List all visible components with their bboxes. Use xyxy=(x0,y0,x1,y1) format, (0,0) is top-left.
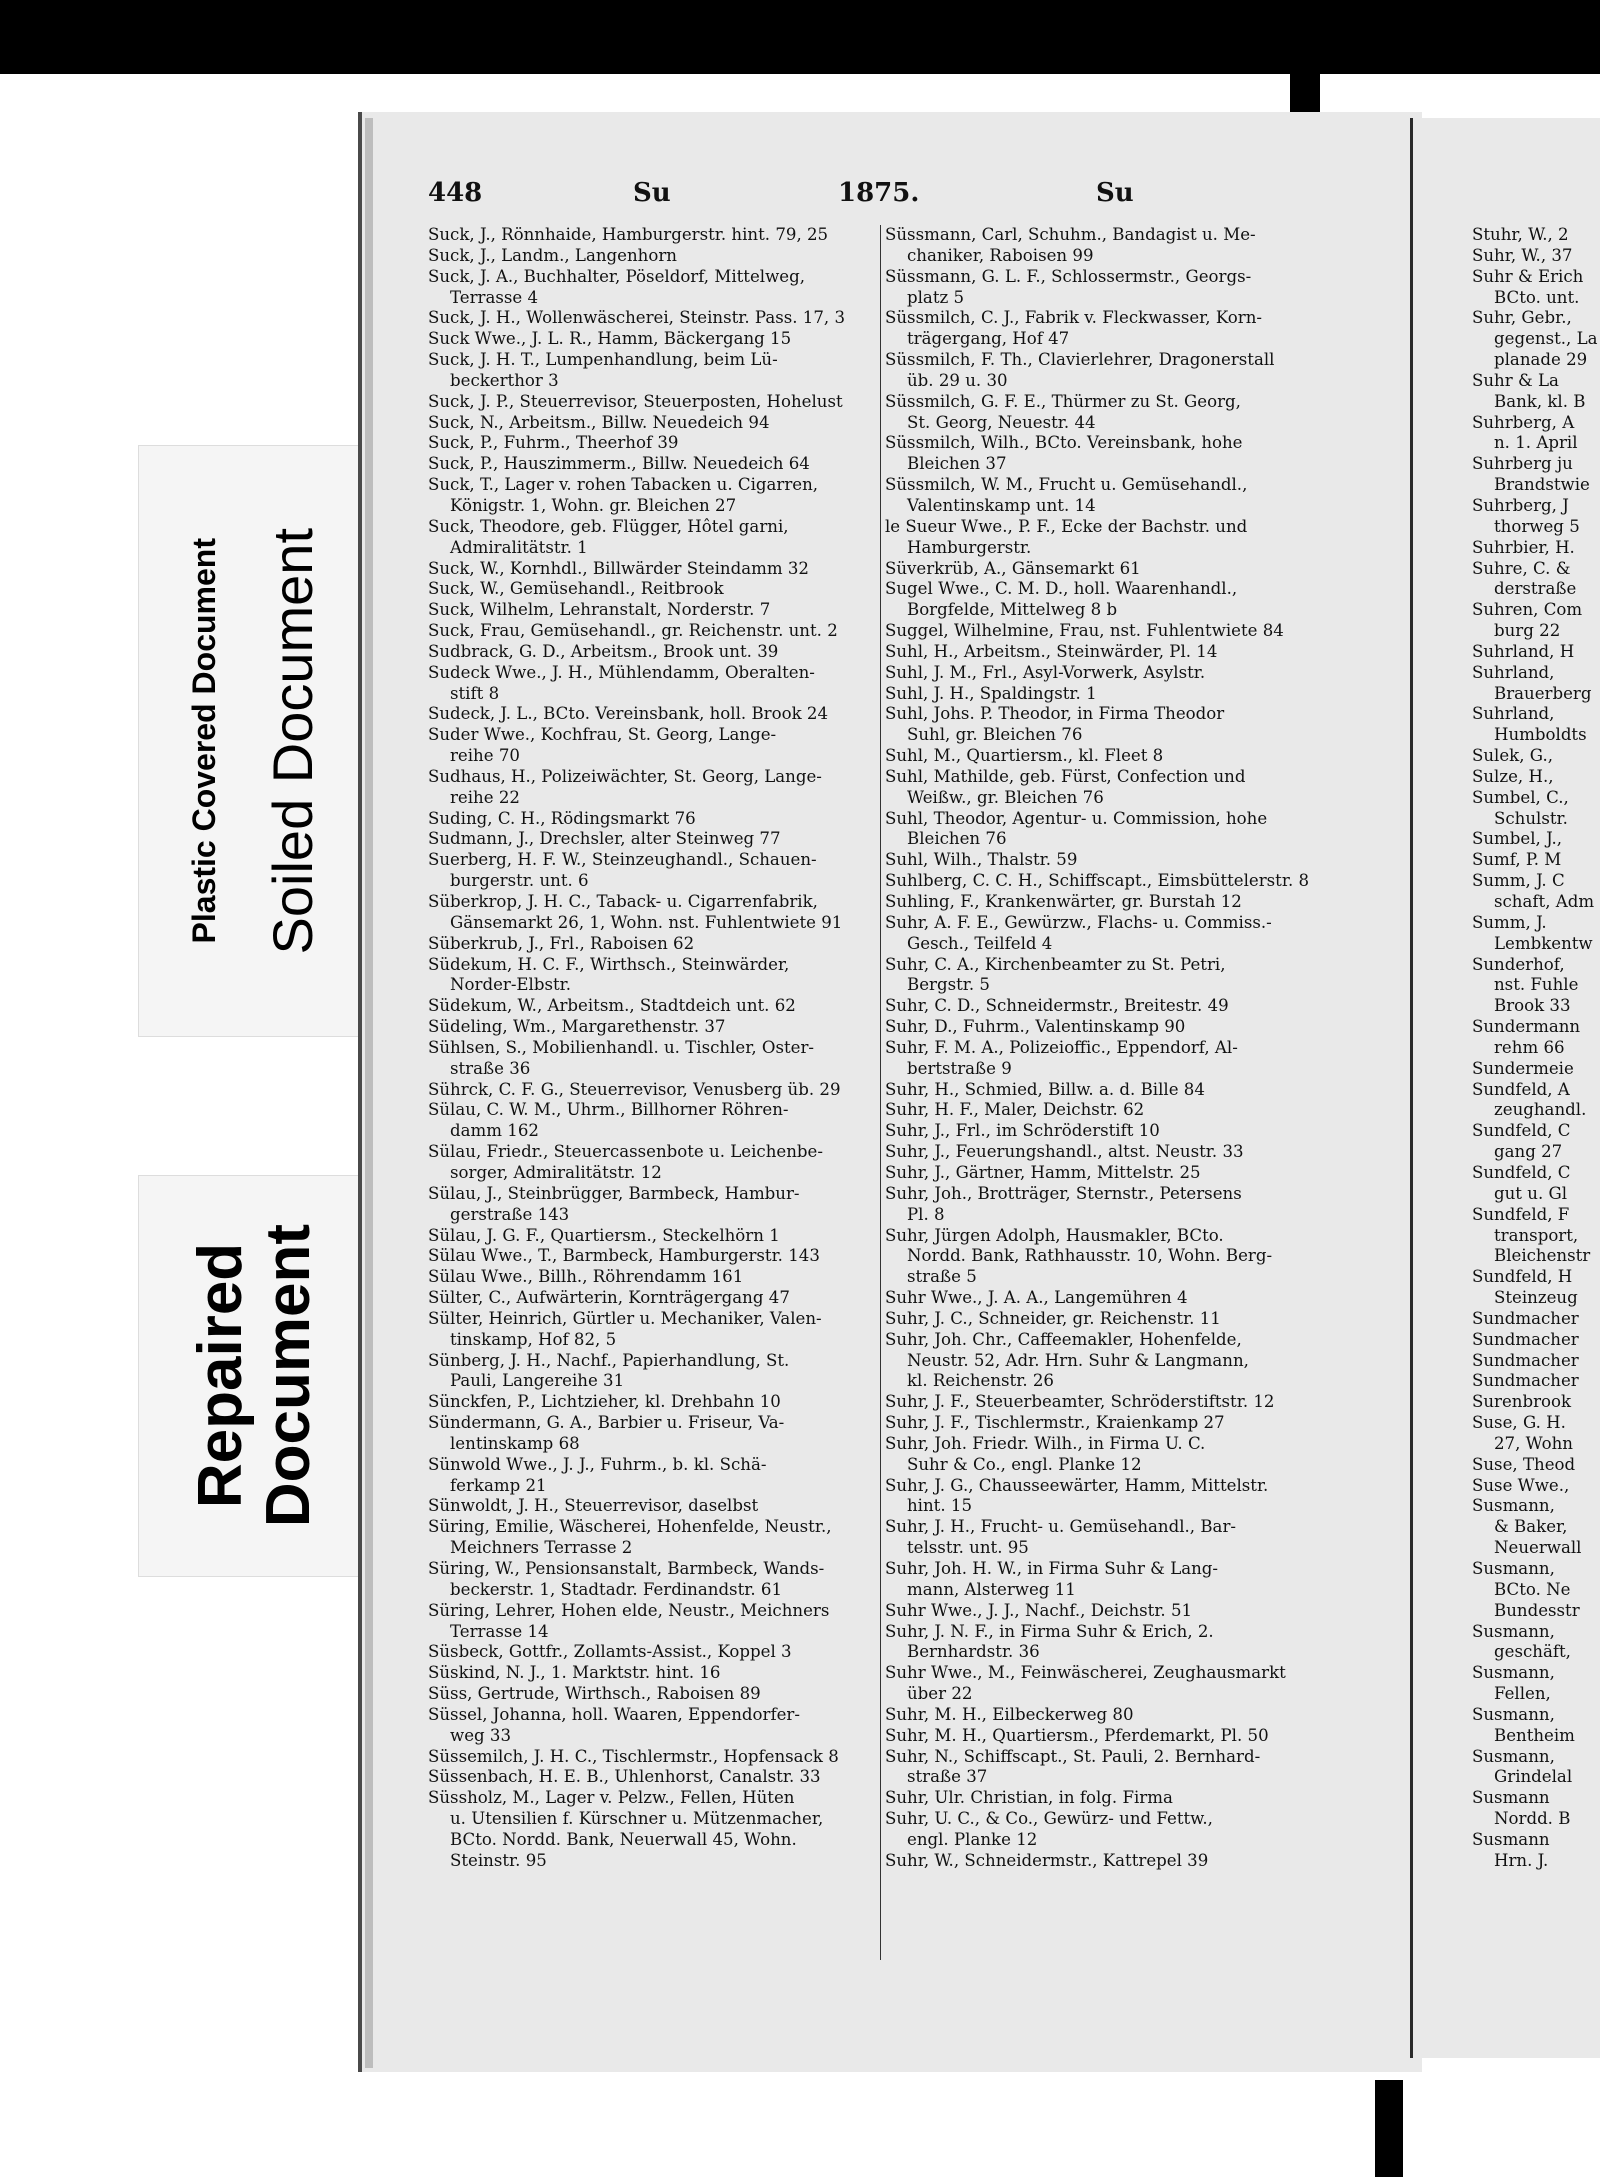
directory-entry-line: trägergang, Hof 47 xyxy=(907,329,1070,349)
directory-entry-line: chaniker, Raboisen 99 xyxy=(907,245,1094,265)
directory-entry-line: Suck, J. P., Steuerrevisor, Steuerposten, Hohelust xyxy=(428,391,843,411)
directory-entry-line: Pauli, Langereihe 31 xyxy=(450,1371,625,1391)
directory-entry-line: reihe 70 xyxy=(450,746,520,766)
directory-entry-line: gegenst., La xyxy=(1494,329,1598,349)
page-number: 448 xyxy=(428,178,483,208)
directory-entry-line: Suhr, J. H., Frucht- u. Gemüsehandl., Bar- xyxy=(885,1517,1236,1537)
directory-entry-line: Suhl, J. H., Spaldingstr. 1 xyxy=(885,683,1097,703)
directory-entry-line: Susmann, xyxy=(1472,1496,1555,1516)
directory-entry-line: weg 33 xyxy=(450,1725,512,1745)
plastic-covered-label: Plastic Covered Document xyxy=(185,538,222,944)
directory-entry-line: burgerstr. unt. 6 xyxy=(450,871,589,891)
repaired-label-line2: Document xyxy=(254,1224,323,1528)
directory-entry-line: Süskind, N. J., 1. Marktstr. hint. 16 xyxy=(428,1663,721,1683)
directory-entry-line: Süberkrop, J. H. C., Taback- u. Cigarrenfabrik, xyxy=(428,892,818,911)
directory-entry-line: Suck, J. H., Wollenwäscherei, Steinstr. Pass. 17, 3 xyxy=(428,308,846,328)
directory-entry-line: Suck, Wilhelm, Lehranstalt, Norderstr. 7 xyxy=(428,600,771,620)
directory-entry-line: Suhr & Co., engl. Planke 12 xyxy=(907,1454,1142,1474)
directory-entry-line: Süring, Emilie, Wäscherei, Hohenfelde, Neustr., xyxy=(428,1517,832,1537)
directory-entry-line: u. Utensilien f. Kürschner u. Mützenmacher, xyxy=(450,1809,824,1829)
directory-entry-line: bertstraße 9 xyxy=(907,1058,1012,1078)
directory-entry-line: straße 37 xyxy=(907,1767,988,1787)
directory-entry-line: n. 1. April xyxy=(1494,433,1578,453)
directory-entry-line: Sülter, Heinrich, Gürtler u. Mechaniker, Valen- xyxy=(428,1308,822,1328)
directory-entry-line: Sulze, H., xyxy=(1472,766,1554,786)
directory-entry-line: Suhr, F. M. A., Polizeioffic., Eppendorf, Al- xyxy=(885,1037,1238,1057)
directory-entry-line: Sundfeld, C xyxy=(1472,1121,1571,1141)
directory-column-middle xyxy=(880,225,1325,1960)
book-spine-shadow-bottom xyxy=(1375,2080,1403,2177)
directory-entry-line: Suhl, gr. Bleichen 76 xyxy=(907,725,1083,745)
directory-entry-line: Suhr Wwe., J. A. A., Langemühren 4 xyxy=(885,1288,1188,1308)
directory-entry-line: engl. Planke 12 xyxy=(907,1829,1038,1849)
directory-entry-line: Sühlsen, S., Mobilienhandl. u. Tischler, Oster- xyxy=(428,1037,815,1057)
directory-entry-line: Sulek, G., xyxy=(1472,746,1553,766)
directory-entry-line: Sudbrack, G. D., Arbeitsm., Brook unt. 39 xyxy=(428,641,779,661)
directory-entry-line: Weißw., gr. Bleichen 76 xyxy=(907,787,1104,807)
directory-entry-line: Susmann, xyxy=(1472,1704,1555,1724)
directory-entry-line: BCto. Nordd. Bank, Neuerwall 45, Wohn. xyxy=(450,1829,797,1849)
directory-entry-line: gang 27 xyxy=(1494,1142,1563,1162)
directory-entry-line: Suhr, Ulr. Christian, in folg. Firma xyxy=(885,1788,1173,1808)
directory-entry-line: Sundmacher xyxy=(1472,1371,1579,1391)
directory-entry-line: Susmann, xyxy=(1472,1663,1555,1683)
directory-entry-line: Susmann, xyxy=(1472,1559,1555,1578)
directory-entry-line: Bleichen 37 xyxy=(907,454,1007,474)
directory-entry-line: Surenbrook xyxy=(1472,1392,1572,1412)
directory-entry-line: tinskamp, Hof 82, 5 xyxy=(450,1329,617,1349)
directory-entry-line: Stuhr, W., 2 xyxy=(1472,225,1569,244)
directory-column-facing xyxy=(1472,225,1600,1872)
directory-entry-line: Suder Wwe., Kochfrau, St. Georg, Lange- xyxy=(428,725,777,745)
directory-entry-line: Suck, T., Lager v. rohen Tabacken u. Cigarren, xyxy=(428,475,819,495)
directory-entry-line: derstraße xyxy=(1494,579,1577,599)
directory-entry-line: Hamburgerstr. xyxy=(907,537,1032,557)
directory-entry-line: Königstr. 1, Wohn. gr. Bleichen 27 xyxy=(450,495,737,515)
repaired-label-panel xyxy=(138,1175,372,1577)
directory-entry-line: telsstr. unt. 95 xyxy=(907,1538,1029,1558)
directory-entry-line: Suhr, A. F. E., Gewürzw., Flachs- u. Commiss.- xyxy=(885,912,1272,932)
directory-entry-line: Admiralitätstr. 1 xyxy=(450,537,588,557)
directory-entry-line: lentinskamp 68 xyxy=(450,1433,580,1453)
directory-entry-line: Bleichen 76 xyxy=(907,829,1007,849)
directory-entry-line: Sülau, J. G. F., Quartiersm., Steckelhörn 1 xyxy=(428,1225,780,1245)
directory-entry-line: Pl. 8 xyxy=(907,1204,945,1224)
directory-entry-line: Sudmann, J., Drechsler, alter Steinweg 77 xyxy=(428,829,781,849)
directory-entry-line: Suhr Wwe., J. J., Nachf., Deichstr. 51 xyxy=(885,1600,1193,1620)
directory-entry-line: schaft, Adm xyxy=(1494,892,1595,911)
directory-entry-line: Sünberg, J. H., Nachf., Papierhandlung, St. xyxy=(428,1350,790,1370)
directory-entry-line: Hrn. J. xyxy=(1494,1850,1549,1870)
directory-entry-line: Sündermann, G. A., Barbier u. Friseur, Va- xyxy=(428,1413,785,1433)
directory-entry-line: Sülter, C., Aufwärterin, Kornträgergang 47 xyxy=(428,1288,790,1308)
directory-entry-line: Sudeck Wwe., J. H., Mühlendamm, Oberalten- xyxy=(428,662,815,682)
directory-entry-line: Gesch., Teilfeld 4 xyxy=(907,933,1053,953)
directory-entry-line: Süssmilch, C. J., Fabrik v. Fleckwasser, Korn- xyxy=(885,308,1262,328)
directory-entry-line: Fellen, xyxy=(1494,1684,1551,1704)
directory-entry-line: Susmann xyxy=(1472,1829,1550,1849)
directory-entry-line: Valentinskamp unt. 14 xyxy=(907,495,1096,515)
directory-entry-line: Suhr, J. G., Chausseewärter, Hamm, Mittelstr. xyxy=(885,1475,1269,1495)
directory-entry-line: straße 36 xyxy=(450,1058,531,1078)
directory-entry-line: Nordd. B xyxy=(1494,1809,1571,1829)
directory-entry-line: stift 8 xyxy=(450,683,500,703)
directory-entry-line: Suck, P., Hauszimmerm., Billw. Neuedeich 64 xyxy=(428,454,810,474)
directory-entry-line: Suck, W., Gemüsehandl., Reitbrook xyxy=(428,579,724,599)
directory-entry-line: Suhr, Gebr., xyxy=(1472,308,1572,328)
directory-entry-line: Suerberg, H. F. W., Steinzeughandl., Schauen- xyxy=(428,850,817,870)
directory-entry-line: Suhr, D., Fuhrm., Valentinskamp 90 xyxy=(885,1017,1186,1037)
directory-entry-line: Nordd. Bank, Rathhausstr. 10, Wohn. Berg- xyxy=(907,1246,1273,1266)
directory-entry-line: Neuerwall xyxy=(1494,1538,1582,1558)
directory-entry-line: Suhrland, H xyxy=(1472,641,1575,661)
directory-entry-line: Suhrland, xyxy=(1472,704,1555,724)
directory-entry-line: Sundmacher xyxy=(1472,1329,1579,1349)
directory-entry-line: Sundmacher xyxy=(1472,1350,1579,1370)
directory-entry-line: sorger, Admiralitätstr. 12 xyxy=(450,1162,662,1182)
directory-entry-line: Sundfeld, F xyxy=(1472,1204,1570,1224)
directory-entry-line: Brook 33 xyxy=(1494,996,1571,1016)
directory-entry-line: Süssmann, Carl, Schuhm., Bandagist u. Me- xyxy=(885,225,1256,244)
directory-entry-line: Schulstr. xyxy=(1494,808,1568,828)
directory-column-left xyxy=(428,225,868,1872)
directory-entry-line: BCto. Ne xyxy=(1494,1579,1571,1599)
directory-entry-line: Suhr, U. C., & Co., Gewürz- und Fettw., xyxy=(885,1809,1213,1829)
directory-entry-line: Bank, kl. B xyxy=(1494,391,1586,411)
directory-entry-line: Südeling, Wm., Margarethenstr. 37 xyxy=(428,1017,726,1037)
directory-entry-line: Humboldts xyxy=(1494,725,1587,745)
directory-entry-line: Sudhaus, H., Polizeiwächter, St. Georg, Lange- xyxy=(428,766,822,786)
directory-entry-line: Suhr, Jürgen Adolph, Hausmakler, BCto. xyxy=(885,1225,1224,1245)
directory-entry-line: Sundfeld, A xyxy=(1472,1079,1570,1099)
directory-entry-line: Sumf, P. M xyxy=(1472,850,1562,870)
directory-entry-line: Sunderhof, xyxy=(1472,954,1565,974)
directory-entry-line: Suhren, Com xyxy=(1472,600,1583,620)
directory-entry-line: Bergstr. 5 xyxy=(907,975,990,995)
directory-entry-line: üb. 29 u. 30 xyxy=(907,370,1008,390)
directory-entry-line: Süssemilch, J. H. C., Tischlermstr., Hopfensack 8 xyxy=(428,1746,839,1766)
directory-entry-line: Suhrland, xyxy=(1472,662,1555,682)
directory-entry-line: Suhr, C. A., Kirchenbeamter zu St. Petri, xyxy=(885,954,1226,974)
directory-entry-line: Norder-Elbstr. xyxy=(450,975,572,995)
directory-entry-line: Susmann, xyxy=(1472,1621,1555,1641)
directory-entry-line: Bundesstr xyxy=(1494,1600,1580,1620)
directory-entry-line: Suck, Frau, Gemüsehandl., gr. Reichenstr. unt. 2 xyxy=(428,621,838,641)
directory-entry-line: beckerstr. 1, Stadtadr. Ferdinandstr. 61 xyxy=(450,1579,783,1599)
directory-entry-line: Suhr, J., Gärtner, Hamm, Mittelstr. 25 xyxy=(885,1162,1201,1182)
directory-entry-line: Suhr, W., Schneidermstr., Kattrepel 39 xyxy=(885,1850,1209,1870)
directory-entry-line: Borgfelde, Mittelweg 8 b xyxy=(907,600,1118,620)
directory-entry-line: zeughandl. xyxy=(1494,1100,1587,1120)
directory-entry-line: Sumbel, C., xyxy=(1472,787,1569,807)
directory-entry-line: Summ, J. xyxy=(1472,912,1547,932)
repaired-label-line1: Repaired xyxy=(185,1243,255,1509)
directory-entry-line: 27, Wohn xyxy=(1494,1433,1573,1453)
directory-entry-line: Sührck, C. F. G., Steuerrevisor, Venusberg üb. 29 xyxy=(428,1079,841,1099)
directory-entry-line: Suhr, J. F., Steuerbeamter, Schröderstiftstr. 12 xyxy=(885,1392,1275,1412)
directory-entry-line: Suhr, J., Feuerungshandl., altst. Neustr. 33 xyxy=(885,1142,1244,1162)
directory-entry-line: Suhr, Joh., Brotträger, Sternstr., Petersens xyxy=(885,1183,1242,1203)
directory-entry-line: Suhl, Theodor, Agentur- u. Commission, hohe xyxy=(885,808,1268,828)
directory-entry-line: Susmann xyxy=(1472,1788,1550,1808)
directory-entry-line: Suhre, C. & xyxy=(1472,558,1571,578)
directory-entry-line: Suhr, Joh. Friedr. Wilh., in Firma U. C. xyxy=(885,1433,1206,1453)
directory-entry-line: Suse, Theod xyxy=(1472,1454,1576,1474)
directory-entry-line: hint. 15 xyxy=(907,1496,973,1516)
directory-entry-line: Meichners Terrasse 2 xyxy=(450,1538,633,1558)
directory-entry-line: Brandstwie xyxy=(1494,475,1590,495)
directory-entry-line: Suse, G. H. xyxy=(1472,1413,1566,1433)
repaired-label xyxy=(187,1224,323,1527)
directory-entry-line: Terrasse 14 xyxy=(450,1621,549,1641)
directory-entry-line: Süssmilch, W. M., Frucht u. Gemüsehandl., xyxy=(885,475,1248,495)
directory-entry-line: Sundermann xyxy=(1472,1017,1581,1037)
directory-entry-line: Suck, J. H. T., Lumpenhandlung, beim Lü- xyxy=(428,350,778,370)
directory-entry-line: thorweg 5 xyxy=(1494,516,1580,536)
directory-entry-line: Suhr, J. C., Schneider, gr. Reichenstr. 11 xyxy=(885,1308,1221,1328)
directory-entry-line: Suhl, M., Quartiersm., kl. Fleet 8 xyxy=(885,746,1164,766)
scan-border-top xyxy=(0,0,1600,74)
directory-entry-line: Sumbel, J., xyxy=(1472,829,1563,849)
directory-entry-line: Süss, Gertrude, Wirthsch., Raboisen 89 xyxy=(428,1684,761,1704)
directory-entry-line: Bleichenstr xyxy=(1494,1246,1591,1266)
directory-entry-line: Suck, N., Arbeitsm., Billw. Neuedeich 94 xyxy=(428,412,770,432)
directory-entry-line: über 22 xyxy=(907,1684,973,1704)
directory-entry-line: rehm 66 xyxy=(1494,1037,1565,1057)
directory-entry-line: Suhr, H., Schmied, Billw. a. d. Bille 84 xyxy=(885,1079,1205,1099)
directory-entry-line: transport, xyxy=(1494,1225,1579,1245)
directory-entry-line: Süring, Lehrer, Hohen elde, Neustr., Meichners xyxy=(428,1600,830,1620)
directory-entry-line: Suhl, J. M., Frl., Asyl-Vorwerk, Asylstr. xyxy=(885,662,1206,682)
directory-entry-line: Suhr, M. H., Quartiersm., Pferdemarkt, Pl. 50 xyxy=(885,1725,1269,1745)
directory-entry-line: Sülau Wwe., T., Barmbeck, Hamburgerstr. 143 xyxy=(428,1246,820,1266)
directory-entry-line: Suhl, Mathilde, geb. Fürst, Confection und xyxy=(885,766,1246,786)
directory-entry-line: Suck, J., Landm., Langenhorn xyxy=(428,245,677,265)
directory-entry-line: Steinzeug xyxy=(1494,1288,1578,1308)
page-edge xyxy=(365,118,373,2068)
directory-entry-line: kl. Reichenstr. 26 xyxy=(907,1371,1054,1391)
directory-entry-line: Summ, J. C xyxy=(1472,871,1565,891)
directory-entry-line: Grindelal xyxy=(1494,1767,1573,1787)
directory-entry-line: Suhl, H., Arbeitsm., Steinwärder, Pl. 14 xyxy=(885,641,1218,661)
directory-entry-line: Sülau Wwe., Billh., Röhrendamm 161 xyxy=(428,1267,744,1287)
directory-entry-line: Suhr, Joh. Chr., Caffeemakler, Hohenfelde, xyxy=(885,1329,1242,1349)
directory-entry-line: Suck, P., Fuhrm., Theerhof 39 xyxy=(428,433,679,453)
directory-entry-line: Lembkentw xyxy=(1494,933,1593,953)
page-header xyxy=(428,178,1288,214)
directory-entry-line: Suhrberg ju xyxy=(1472,454,1573,474)
directory-entry-line: Suding, C. H., Rödingsmarkt 76 xyxy=(428,808,696,828)
directory-entry-line: Suggel, Wilhelmine, Frau, nst. Fuhlentwiete 84 xyxy=(885,621,1284,641)
directory-entry-line: Süssmann, G. L. F., Schlossermstr., Georgs- xyxy=(885,266,1252,286)
directory-entry-line: planade 29 xyxy=(1494,350,1588,370)
directory-entry-line: Sundfeld, H xyxy=(1472,1267,1573,1287)
directory-entry-line: Süssenbach, H. E. B., Uhlenhorst, Canalstr. 33 xyxy=(428,1767,821,1787)
directory-entry-line: Sugel Wwe., C. M. D., holl. Waarenhandl., xyxy=(885,579,1238,599)
directory-entry-line: Süsbeck, Gottfr., Zollamts-Assist., Koppel 3 xyxy=(428,1642,792,1662)
directory-entry-line: Suck, W., Kornhdl., Billwärder Steindamm 32 xyxy=(428,558,809,578)
directory-entry-line: Sünwoldt, J. H., Steuerrevisor, daselbst xyxy=(428,1496,759,1516)
condition-label-panel xyxy=(138,445,372,1037)
directory-entry-line: Sundermeie xyxy=(1472,1058,1574,1078)
directory-entry-line: Sülau, C. W. M., Uhrm., Billhorner Röhren- xyxy=(428,1100,789,1120)
directory-entry-line: platz 5 xyxy=(907,287,965,307)
directory-entry-line: Süverkrüb, A., Gänsemarkt 61 xyxy=(885,558,1141,578)
directory-entry-line: beckerthor 3 xyxy=(450,370,559,390)
directory-entry-line: Gänsemarkt 26, 1, Wohn. nst. Fuhlentwiete 91 xyxy=(450,912,843,932)
directory-entry-line: Suck, Theodore, geb. Flügger, Hôtel garni, xyxy=(428,516,789,536)
directory-entry-line: gerstraße 143 xyxy=(450,1204,570,1224)
directory-entry-line: Suhr, J., Frl., im Schröderstift 10 xyxy=(885,1121,1160,1141)
directory-entry-line: Suhr, H. F., Maler, Deichstr. 62 xyxy=(885,1100,1145,1120)
directory-entry-line: Sülau, J., Steinbrügger, Barmbeck, Hambur- xyxy=(428,1183,800,1203)
directory-entry-line: Suhr Wwe., M., Feinwäscherei, Zeughausmarkt xyxy=(885,1663,1286,1683)
directory-entry-line: Suhrbier, H. xyxy=(1472,537,1575,557)
directory-entry-line: Suhl, Wilh., Thalstr. 59 xyxy=(885,850,1078,870)
directory-entry-line: Suck, J. A., Buchhalter, Pöseldorf, Mittelweg, xyxy=(428,266,806,286)
directory-entry-line: Terrasse 4 xyxy=(450,287,539,307)
directory-entry-line: Susmann, xyxy=(1472,1746,1555,1766)
directory-entry-line: Sülau, Friedr., Steuercassenbote u. Leichenbe- xyxy=(428,1142,823,1162)
directory-entry-line: Suhr & Erich xyxy=(1472,266,1584,286)
directory-entry-line: Süssel, Johanna, holl. Waaren, Eppendorfer- xyxy=(428,1704,800,1724)
directory-entry-line: Süssmilch, Wilh., BCto. Vereinsbank, hohe xyxy=(885,433,1243,453)
directory-entry-line: Suhl, Johs. P. Theodor, in Firma Theodor xyxy=(885,704,1225,724)
year-heading: 1875. xyxy=(838,178,920,208)
directory-entry-line: Südekum, H. C. F., Wirthsch., Steinwärder, xyxy=(428,954,790,974)
soiled-label: Soiled Document xyxy=(260,527,324,955)
directory-entry-line: Sundmacher xyxy=(1472,1308,1579,1328)
directory-entry-line: Suhlberg, C. C. H., Schiffscapt., Eimsbüttelerstr. 8 xyxy=(885,871,1310,891)
directory-entry-line: burg 22 xyxy=(1494,621,1561,641)
directory-entry-line: Suhr, W., 37 xyxy=(1472,245,1573,265)
directory-entry-line: Suhling, F., Krankenwärter, gr. Burstah 12 xyxy=(885,892,1242,911)
directory-entry-line: Suhr, Joh. H. W., in Firma Suhr & Lang- xyxy=(885,1559,1219,1578)
directory-entry-line: nst. Fuhle xyxy=(1494,975,1579,995)
directory-entry-line: Suhr, C. D., Schneidermstr., Breitestr. 49 xyxy=(885,996,1229,1016)
directory-entry-line: Suhr, N., Schiffscapt., St. Pauli, 2. Bernhard- xyxy=(885,1746,1261,1766)
directory-entry-line: Sünckfen, P., Lichtzieher, kl. Drehbahn 10 xyxy=(428,1392,781,1412)
directory-entry-line: damm 162 xyxy=(450,1121,539,1141)
directory-entry-line: Bernhardstr. 36 xyxy=(907,1642,1040,1662)
directory-entry-line: Suse Wwe., xyxy=(1472,1475,1570,1495)
directory-entry-line: gut u. Gl xyxy=(1494,1183,1568,1203)
directory-entry-line: St. Georg, Neuestr. 44 xyxy=(907,412,1096,432)
directory-entry-line: Südekum, W., Arbeitsm., Stadtdeich unt. 62 xyxy=(428,996,796,1016)
directory-entry-line: geschäft, xyxy=(1494,1642,1571,1662)
directory-entry-line: Suck, J., Rönnhaide, Hamburgerstr. hint. 79, 25 xyxy=(428,225,829,244)
directory-entry-line: Süssmilch, G. F. E., Thürmer zu St. Georg, xyxy=(885,391,1241,411)
directory-entry-line: le Sueur Wwe., P. F., Ecke der Bachstr. und xyxy=(885,516,1248,536)
directory-entry-line: Suhr & La xyxy=(1472,370,1559,390)
directory-entry-line: straße 5 xyxy=(907,1267,977,1287)
directory-entry-line: Süberkrub, J., Frl., Raboisen 62 xyxy=(428,933,695,953)
directory-entry-line: Suck Wwe., J. L. R., Hamm, Bäckergang 15 xyxy=(428,329,792,349)
directory-entry-line: Süssholz, M., Lager v. Pelzw., Fellen, Hüten xyxy=(428,1788,795,1808)
directory-entry-line: Neustr. 52, Adr. Hrn. Suhr & Langmann, xyxy=(907,1350,1249,1370)
directory-entry-line: Sundfeld, C xyxy=(1472,1162,1571,1182)
directory-entry-line: Suhr, M. H., Eilbeckerweg 80 xyxy=(885,1704,1134,1724)
directory-entry-line: Sudeck, J. L., BCto. Vereinsbank, holl. Brook 24 xyxy=(428,704,829,724)
directory-entry-line: Suhr, J. F., Tischlermstr., Kraienkamp 27 xyxy=(885,1413,1225,1433)
directory-entry-line: BCto. unt. xyxy=(1494,287,1580,307)
section-heading-left: Su xyxy=(633,178,671,208)
directory-entry-line: Süring, W., Pensionsanstalt, Barmbeck, Wands- xyxy=(428,1559,825,1578)
directory-entry-line: mann, Alsterweg 11 xyxy=(907,1579,1076,1599)
directory-entry-line: Suhr, J. N. F., in Firma Suhr & Erich, 2. xyxy=(885,1621,1214,1641)
directory-entry-line: Steinstr. 95 xyxy=(450,1850,547,1870)
directory-entry-line: Suhrberg, J xyxy=(1472,495,1569,515)
directory-entry-line: Suhrberg, A xyxy=(1472,412,1575,432)
directory-entry-line: & Baker, xyxy=(1494,1517,1568,1537)
section-heading-right: Su xyxy=(1096,178,1134,208)
directory-entry-line: Süssmilch, F. Th., Clavierlehrer, Dragonerstall xyxy=(885,350,1275,370)
directory-entry-line: Bentheim xyxy=(1494,1725,1575,1745)
directory-entry-line: reihe 22 xyxy=(450,787,520,807)
directory-entry-line: Sünwold Wwe., J. J., Fuhrm., b. kl. Schä- xyxy=(428,1454,767,1474)
directory-entry-line: Brauerberg xyxy=(1494,683,1592,703)
directory-entry-line: ferkamp 21 xyxy=(450,1475,547,1495)
